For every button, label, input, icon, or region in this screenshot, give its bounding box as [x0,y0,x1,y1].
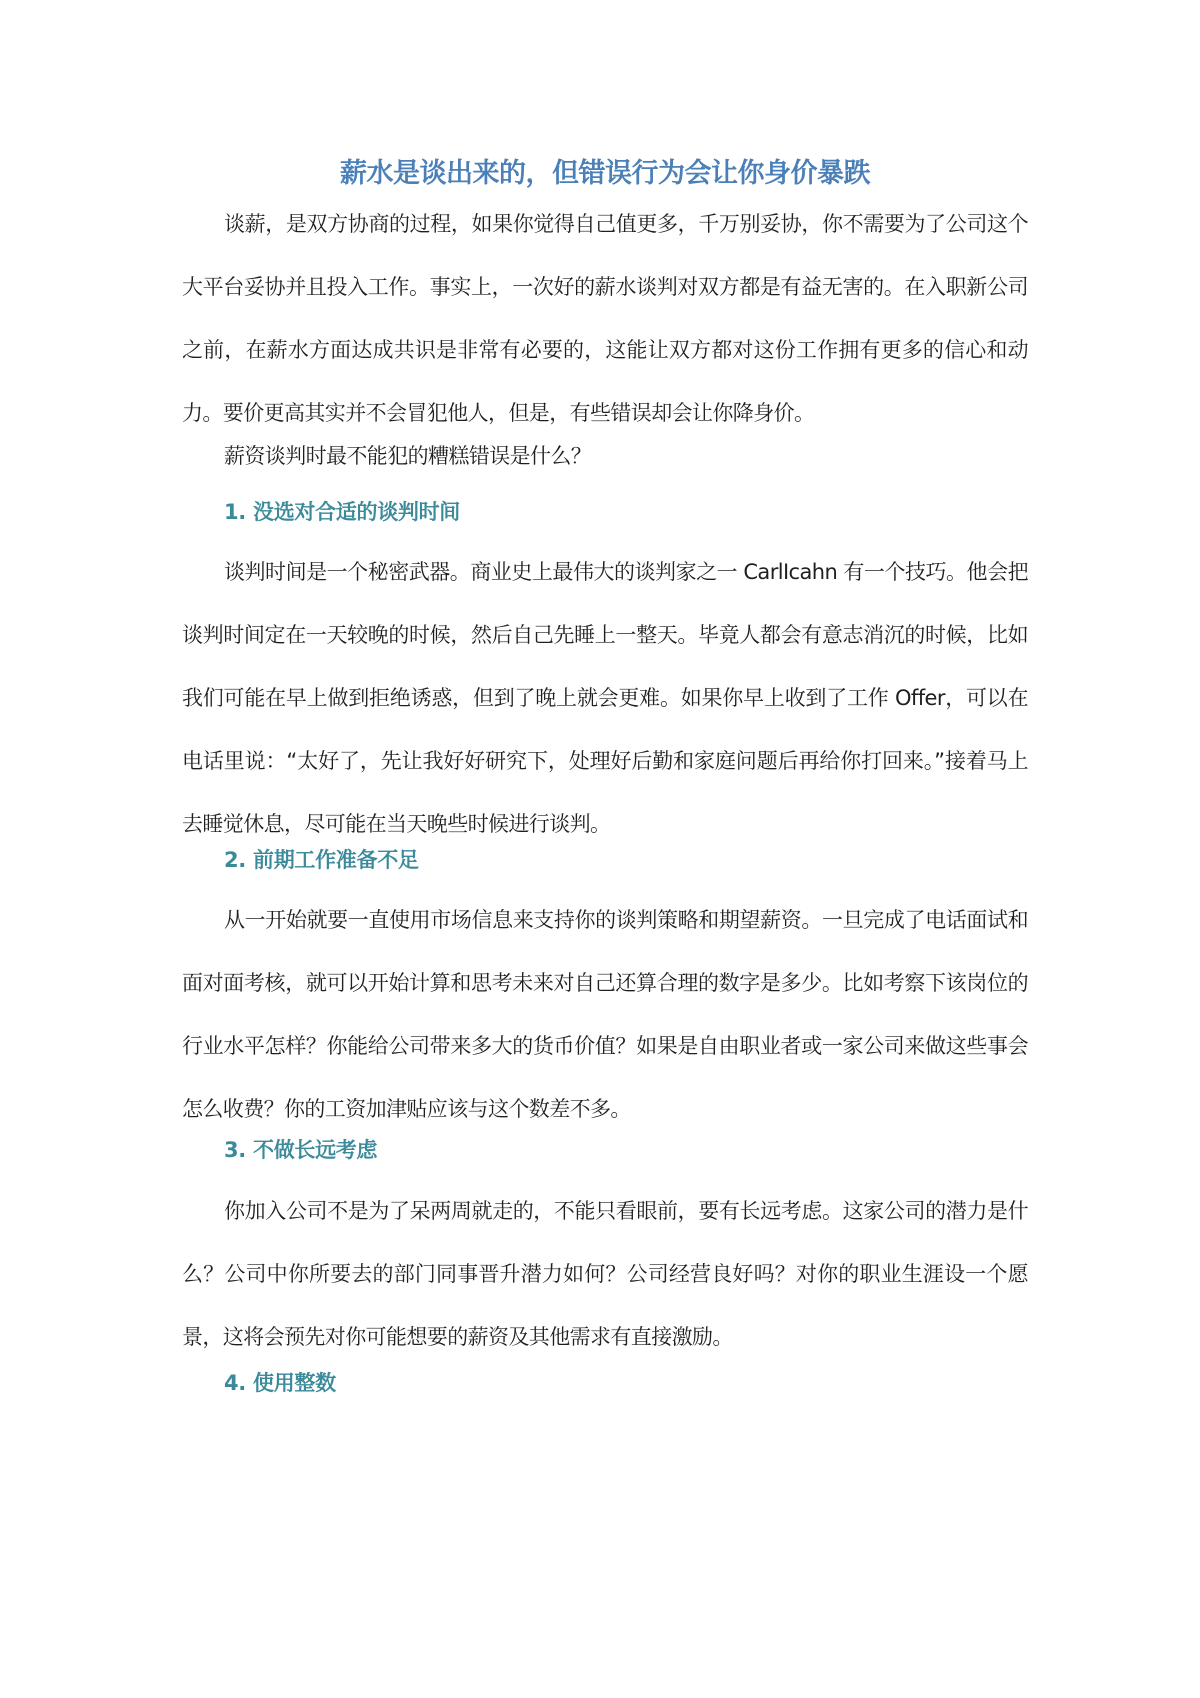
article-title: 薪水是谈出来的，但错误行为会让你身价暴跌 [340,158,870,189]
section-body-3: 你加入公司不是为了呆两周就走的，不能只看眼前，要有长远考虑。这家公司的潜力是什么？公司中你所要去的部门同事晋升潜力如何？公司经营良好吗？对你的职业生涯设一个愿景，这将会预先对你可能想要的薪资及其他需求有直接激励。 [182,1199,1028,1349]
section-body-2: 从一开始就要一直使用市场信息来支持你的谈判策略和期望薪资。一旦完成了电话面试和面对面考核，就可以开始计算和思考未来对自己还算合理的数字是多少。比如考察下该岗位的行业水平怎样？你能给公司带来多大的货币价值？如果是自由职业者或一家公司来做这些事会怎么收费？你的工资加津贴应该与这个数差不多。 [182,908,1028,1121]
section-heading-2: 2. 前期工作准备不足 [224,848,419,872]
question-paragraph: 薪资谈判时最不能犯的糟糕错误是什么？ [224,444,592,468]
section-heading-4: 4. 使用整数 [224,1371,336,1395]
section-heading-1: 1. 没选对合适的谈判时间 [224,500,460,524]
intro-paragraph: 谈薪，是双方协商的过程，如果你觉得自己值更多，千万别妥协，你不需要为了公司这个大平台妥协并且投入工作。事实上，一次好的薪水谈判对双方都是有益无害的。在入职新公司之前，在薪水方面达成共识是非常有必要的，这能让双方都对这份工作拥有更多的信心和动力。要价更高其实并不会冒犯他人，但是，有些错误却会让你降身价。 [182,212,1028,425]
section-body-1: 谈判时间是一个秘密武器。商业史上最伟大的谈判家之一 CarlIcahn 有一个技巧。他会把谈判时间定在一天较晚的时候，然后自己先睡上一整天。毕竟人都会有意志消沉的时候，比如我们可能在早上做到拒绝诱惑，但到了晚上就会更难。如果你早上收到了工作 Offer，可以在电话里说：“太好了，先让我好好研究下，处理好后勤和家庭问题后再给你打回来。”接着马上去睡觉休息，尽可能在当天晚些时候进行谈判。 [182,560,1028,836]
section-heading-3: 3. 不做长远考虑 [224,1138,378,1162]
